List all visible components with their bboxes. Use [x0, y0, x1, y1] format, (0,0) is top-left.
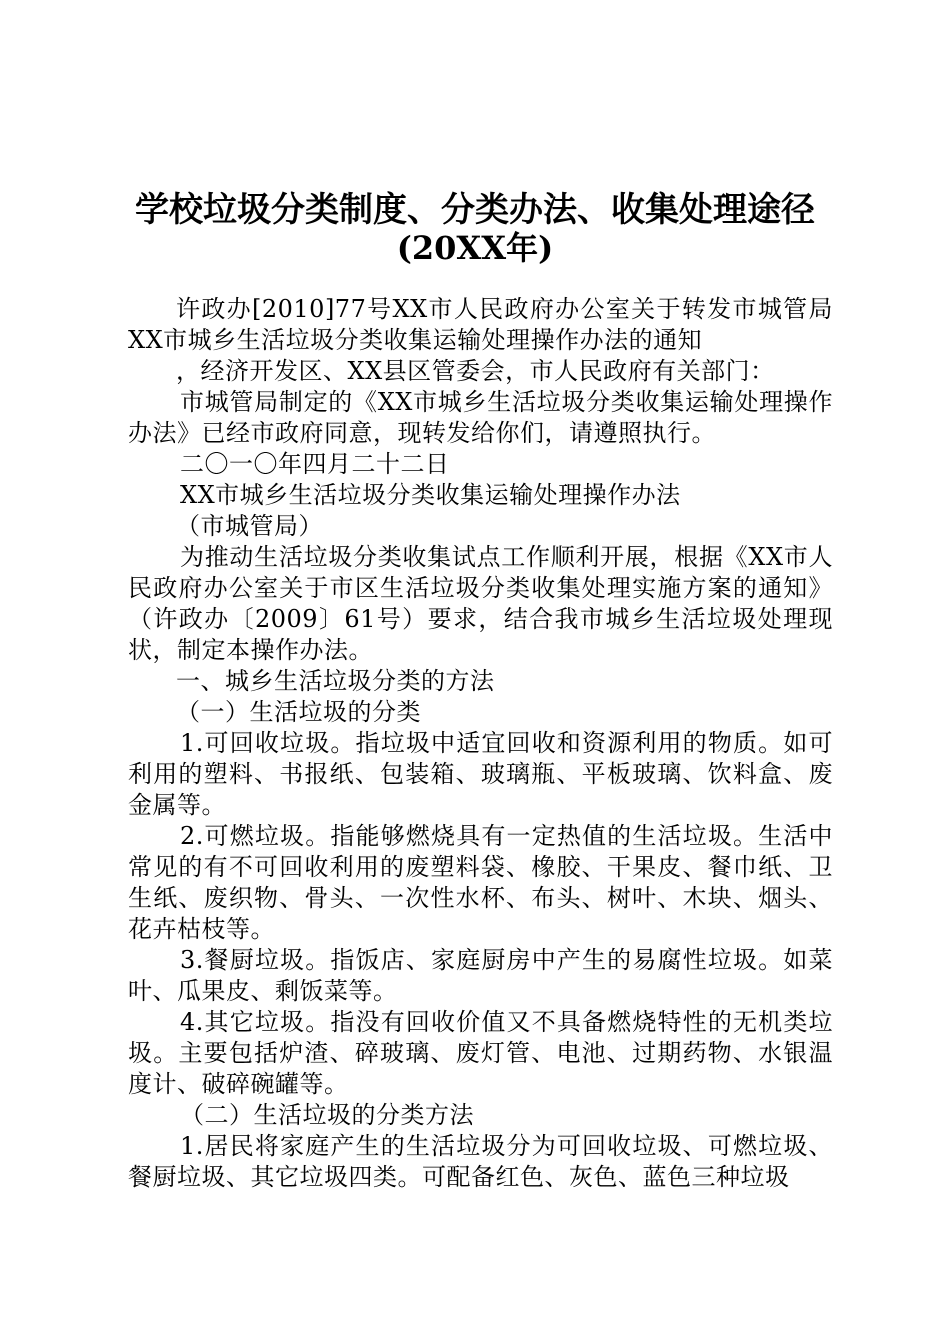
heading-subsection-1: （一）生活垃圾的分类: [176, 698, 421, 726]
document-body: [128, 294, 833, 1193]
document-title-year: (20XX年): [396, 229, 554, 267]
list-item-other: 4.其它垃圾。指没有回收价值又不具备燃烧特性的无机类垃圾。主要包括炉渣、碎玻璃、废灯管、电池、过期药物、水银温度计、破碎碗罐等。: [128, 1008, 833, 1098]
paragraph-forward: 市城管局制定的《XX市城乡生活垃圾分类收集运输处理操作办法》已经市政府同意，现转发给你们，请遵照执行。: [128, 388, 833, 447]
paragraph-notice-ref: 许政办[2010]77号XX市人民政府办公室关于转发市城管局XX市城乡生活垃圾分类收集运输处理操作办法的通知: [128, 295, 833, 354]
list-item-recyclable: 1.可回收垃圾。指垃圾中适宜回收和资源利用的物质。如可利用的塑料、书报纸、包装箱、玻璃瓶、平板玻璃、饮料盒、废金属等。: [128, 729, 833, 819]
paragraph-issuer: （市城管局）: [176, 512, 323, 540]
paragraph-purpose: 为推动生活垃圾分类收集试点工作顺利开展，根据《XX市人民政府办公室关于市区生活垃圾分类收集处理实施方案的通知》（许政办〔2009〕61号）要求，结合我市城乡生活垃圾处理现状，制定本操作办法。: [128, 543, 833, 664]
heading-subsection-2: （二）生活垃圾的分类方法: [180, 1101, 474, 1129]
list-item-kitchen: 3.餐厨垃圾。指饭店、家庭厨房中产生的易腐性垃圾。如菜叶、瓜果皮、剩饭菜等。: [128, 946, 833, 1005]
list-item-residents: 1.居民将家庭产生的生活垃圾分为可回收垃圾、可燃垃圾、餐厨垃圾、其它垃圾四类。可配备红色、灰色、蓝色三种垃圾: [128, 1132, 833, 1191]
heading-section-1: 一、城乡生活垃圾分类的方法: [176, 667, 495, 695]
paragraph-measure-title: XX市城乡生活垃圾分类收集运输处理操作办法: [180, 481, 681, 509]
paragraph-date: 二〇一〇年四月二十二日: [180, 450, 450, 478]
document-title: 学校垃圾分类制度、分类办法、收集处理途径: [135, 190, 815, 230]
paragraph-recipients: ，经济开发区、XX县区管委会，市人民政府有关部门：: [176, 357, 775, 385]
list-item-combustible: 2.可燃垃圾。指能够燃烧具有一定热值的生活垃圾。生活中常见的有不可回收利用的废塑料袋、橡胶、干果皮、餐巾纸、卫生纸、废织物、骨头、一次性水杯、布头、树叶、木块、烟头、花卉枯枝等。: [128, 822, 833, 943]
